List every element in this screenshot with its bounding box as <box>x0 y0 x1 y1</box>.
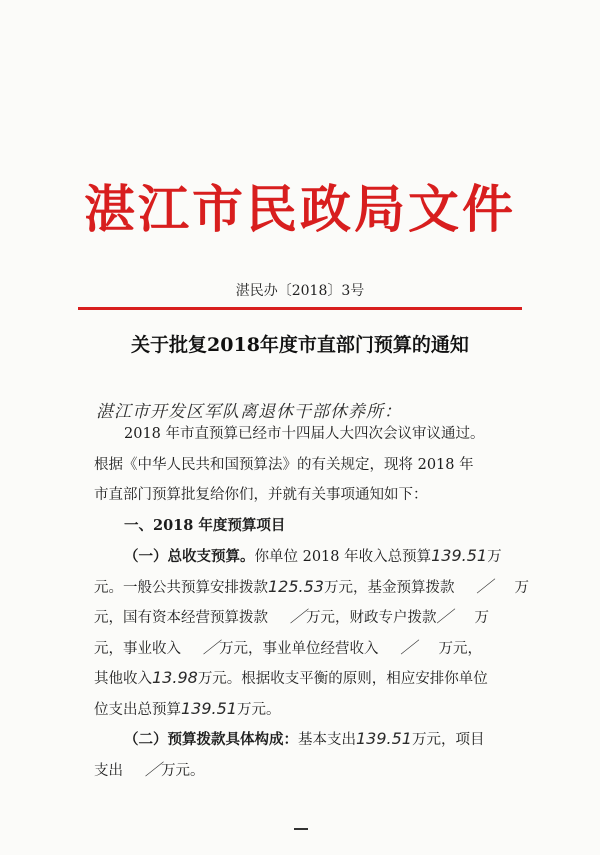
body-line-1 <box>94 419 524 450</box>
basic-expense-handwritten: 139.51 <box>356 729 412 748</box>
general-budget-unit: 万元， <box>323 579 368 596</box>
body-line-8 <box>94 633 524 664</box>
total-expense-text: 位支出总预算 <box>94 701 181 718</box>
paragraph-1-line-3: 市直部门预算批复给你们，并就有关事项通知如下： <box>94 487 428 503</box>
general-budget-text: 一般公共预算安排拨款 <box>123 579 268 596</box>
paragraph-1-line-1: 2018 年市直预算已经市十四届人大四次会议审议通过。 <box>124 426 485 442</box>
paragraph-1-line-2: 根据《中华人民共和国预算法》的有关规定，现将 2018 年 <box>94 456 474 473</box>
state-capital-text: 元，国有资本经营预算拨款 <box>94 610 268 626</box>
project-expense-text: 支出 <box>94 762 123 779</box>
unit-wan: 万 <box>487 549 502 565</box>
operating-income-text: 万元，事业单位经营收入 <box>219 640 379 657</box>
body-line-9 <box>94 663 524 694</box>
project-expense-unit: 万元。 <box>161 762 205 779</box>
page-footer-dash <box>294 828 308 830</box>
subsection-2-label: （二）预算拨款具体构成： <box>124 731 298 748</box>
operating-income-unit: 万元， <box>438 640 483 657</box>
body-line-7 <box>94 602 524 633</box>
total-expense-handwritten: 139.51 <box>181 698 237 718</box>
basic-expense-text: 基本支出 <box>298 732 356 748</box>
other-income-rest: 万元。根据收支平衡的原则，相应安排你单位 <box>197 671 488 687</box>
agency-header-title: 湛江市民政局文件 <box>83 180 516 240</box>
fund-budget-unit: 万 <box>514 579 529 596</box>
project-expense-handwritten: ／ <box>145 759 162 779</box>
body-line-4 <box>94 511 524 542</box>
general-budget-handwritten: 125.53 <box>268 576 324 596</box>
state-capital-handwritten: ／ <box>290 607 307 626</box>
business-income-handwritten: ／ <box>203 637 220 657</box>
special-account-handwritten: ／ <box>436 607 453 626</box>
body-line-10 <box>94 694 524 725</box>
notice-body <box>94 419 529 785</box>
fund-budget-text: 基金预算拨款 <box>367 579 455 596</box>
subsection-1-text: 你单位 2018 年收入总预算 <box>254 549 432 565</box>
section-1-heading: 一、2018 年度预算项目 <box>124 516 286 534</box>
body-line-5 <box>94 541 524 572</box>
document-number: 湛民办〔2018〕3号 <box>235 283 365 299</box>
notice-title: 关于批复2018年度市直部门预算的通知 <box>131 334 469 356</box>
basic-expense-rest: 万元，项目 <box>411 732 485 748</box>
addressee-handwritten: 湛江市开发区军队离退休干部休养所： <box>96 402 402 422</box>
body-line-11 <box>94 724 524 755</box>
subsection-1-label: （一）总收支预算。 <box>124 548 255 565</box>
total-expense-unit: 万元。 <box>236 701 281 718</box>
red-divider-line <box>78 307 522 310</box>
special-account-unit: 万 <box>474 610 490 626</box>
special-account-text: 万元，财政专户拨款 <box>306 610 437 626</box>
business-income-text: 元，事业收入 <box>94 640 181 657</box>
total-income-handwritten: 139.51 <box>431 546 488 565</box>
other-income-text: 其他收入 <box>94 671 152 687</box>
other-income-handwritten: 13.98 <box>152 668 198 687</box>
body-line-3 <box>94 480 524 511</box>
body-line-2 <box>94 450 524 481</box>
body-line-12 <box>94 755 524 786</box>
yuan-period: 元。 <box>94 579 123 596</box>
body-line-6 <box>94 572 529 603</box>
fund-budget-handwritten: ／ <box>476 576 493 596</box>
operating-income-handwritten: ／ <box>400 637 417 657</box>
